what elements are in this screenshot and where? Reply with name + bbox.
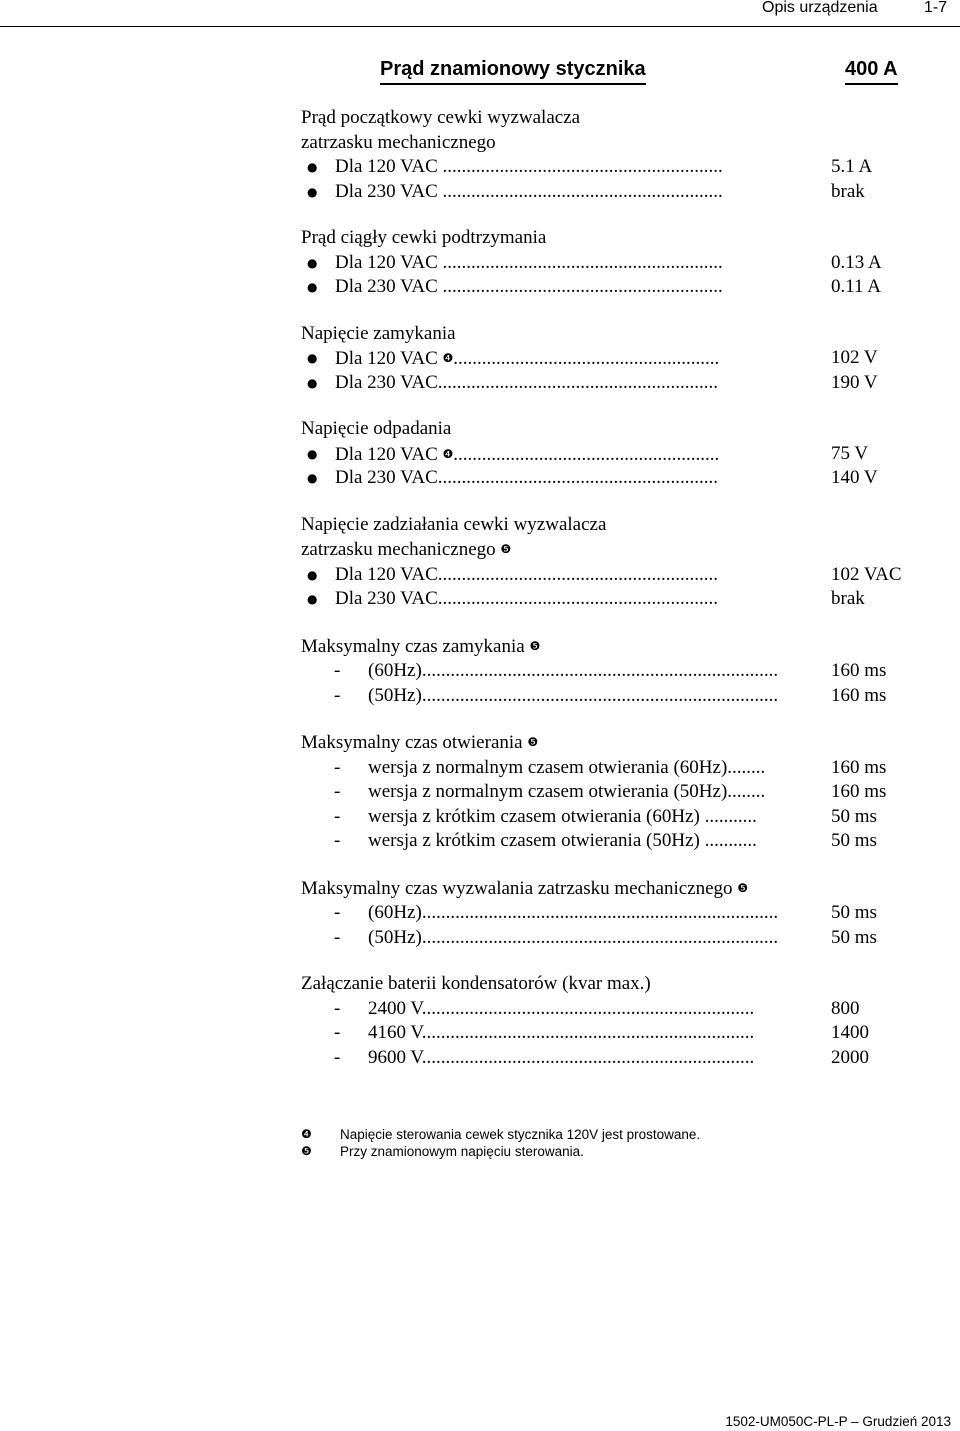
spec-row-label	[368, 829, 815, 854]
spec-row-label-text: 9600 V	[368, 1046, 422, 1068]
spec-row-value: 50 ms	[831, 902, 877, 923]
dash-marker: -	[334, 781, 341, 802]
spec-row-value: 160 ms	[831, 684, 887, 706]
spec-row-label	[368, 997, 815, 1022]
dash-marker: -	[334, 1022, 341, 1043]
footnote-ref-icon: ❺	[737, 880, 749, 895]
dash-marker: -	[334, 756, 341, 778]
dash-marker: -	[334, 902, 341, 923]
spec-row-label-text: Dla 120 VAC	[335, 156, 438, 177]
dot-leader: ........................................................	[453, 348, 720, 369]
spec-row	[301, 466, 941, 491]
dot-leader: ......................................................................	[421, 1046, 755, 1068]
dot-leader: ...........................................................	[437, 588, 719, 609]
spec-group-heading	[301, 106, 941, 131]
dot-leader: ...........................................................	[437, 276, 723, 297]
bullet-icon: ●	[307, 471, 318, 485]
dot-leader: ......................................................................	[421, 1022, 755, 1043]
spec-row	[301, 901, 941, 926]
spec-group	[301, 876, 941, 951]
spec-row-label	[335, 466, 815, 491]
spec-row-label-text: Dla 120 VAC	[335, 443, 438, 465]
spec-row-label-text: Dla 230 VAC	[335, 588, 438, 609]
bullet-icon: ●	[307, 255, 318, 270]
spec-row-label-text: Dla 120 VAC	[335, 563, 438, 585]
spec-group-heading	[301, 537, 941, 563]
spec-row	[301, 684, 941, 709]
spec-row	[301, 442, 941, 467]
heading-text: Maksymalny czas otwierania	[301, 732, 523, 753]
spec-group	[301, 972, 941, 1070]
dot-leader: ......................................................................	[421, 997, 755, 1019]
spec-group-heading	[301, 730, 941, 756]
heading-text: Maksymalny czas wyzwalania zatrzasku mechanicznego	[301, 877, 733, 899]
spec-row-label-text: 4160 V	[368, 1022, 422, 1043]
footnote-mark-4: ❹	[301, 1127, 312, 1141]
spec-group	[301, 417, 941, 491]
spec-row-value: 0.11 A	[831, 276, 881, 297]
spec-row-value: brak	[831, 180, 865, 202]
dash-marker: -	[334, 1046, 341, 1068]
spec-row-label	[335, 371, 815, 396]
heading-text: Załączanie baterii kondensatorów (kvar max.)	[301, 973, 651, 994]
bullet-icon: ●	[307, 446, 318, 461]
dot-leader: ...........................................................	[437, 467, 719, 488]
spec-row-label-text: wersja z normalnym czasem otwierania (50Hz)	[368, 781, 728, 802]
spec-row-label-text: Dla 230 VAC	[335, 180, 438, 202]
spec-row-label-text: 2400 V	[368, 997, 422, 1019]
spec-row	[301, 780, 941, 805]
spec-row-label	[368, 659, 815, 684]
bullet-icon: ●	[307, 280, 318, 294]
dot-leader: ...........................................................	[437, 371, 719, 393]
bullet-icon: ●	[307, 351, 318, 365]
spec-group-heading	[301, 876, 941, 902]
spec-row	[301, 1021, 941, 1046]
spec-row-value: 102 V	[831, 347, 878, 368]
footnote-text: Przy znamionowym napięciu sterowania.	[340, 1144, 584, 1159]
spec-row-value: 160 ms	[831, 781, 887, 802]
spec-content	[301, 106, 941, 1092]
spec-row-value: 75 V	[831, 442, 869, 464]
spec-row	[301, 756, 941, 781]
spec-row-value: 50 ms	[831, 805, 877, 827]
dash-marker: -	[334, 926, 341, 948]
spec-row	[301, 155, 941, 180]
spec-row-value: 160 ms	[831, 660, 887, 681]
dash-marker: -	[334, 684, 341, 706]
spec-row	[301, 371, 941, 396]
spec-row	[301, 180, 941, 205]
spec-row-label	[368, 780, 815, 805]
page-header	[0, 0, 960, 27]
dot-leader: ...........................................................	[437, 156, 723, 177]
bullet-icon: ●	[307, 567, 318, 582]
spec-row-label-text: wersja z krótkim czasem otwierania (60Hz)	[368, 805, 700, 827]
page-footer: 1502-UM050C-PL-P – Grudzień 2013	[725, 1414, 951, 1429]
spec-row-value: 160 ms	[831, 756, 887, 778]
spec-row	[301, 829, 941, 854]
spec-row-value: 5.1 A	[831, 156, 873, 177]
dot-leader: ...........................................................	[437, 180, 723, 202]
dash-marker: -	[334, 805, 341, 827]
heading-text: Prąd początkowy cewki wyzwalacza	[301, 107, 581, 128]
footnote-ref-icon: ❹	[442, 351, 454, 365]
dot-leader: ........	[727, 781, 766, 802]
dash-marker: -	[334, 660, 341, 681]
spec-row-value: brak	[831, 588, 865, 609]
dash-marker: -	[334, 830, 341, 851]
spec-row	[301, 805, 941, 830]
spec-row-label	[335, 563, 815, 588]
spec-row	[301, 926, 941, 951]
spec-group	[301, 322, 941, 396]
heading-text: Maksymalny czas zamykania	[301, 635, 525, 657]
spec-row-label-text: wersja z normalnym czasem otwierania (60Hz)	[368, 756, 728, 778]
spec-row	[301, 563, 941, 588]
spec-row-value: 0.13 A	[831, 251, 882, 273]
spec-row-label	[335, 251, 815, 276]
bullet-icon: ●	[307, 160, 318, 174]
spec-row-value: 140 V	[831, 467, 878, 488]
spec-group-heading	[301, 417, 941, 442]
spec-row	[301, 275, 941, 300]
spec-row-label	[368, 1046, 815, 1071]
footnote-text: Napięcie sterowania cewek stycznika 120V jest prostowane.	[340, 1127, 701, 1142]
spec-row-value: 1400	[831, 1022, 869, 1043]
spec-row-label-text: (60Hz)	[368, 902, 422, 923]
spec-row-label	[368, 756, 815, 781]
heading-text: Prąd ciągły cewki podtrzymania	[301, 227, 547, 248]
spec-row-label-text: Dla 120 VAC	[335, 348, 438, 369]
footnote-ref-icon: ❺	[529, 638, 541, 653]
footnote-mark-5: ❺	[301, 1144, 312, 1158]
spec-row-label-text: Dla 120 VAC	[335, 251, 438, 273]
spec-row-label	[335, 180, 815, 205]
spec-group	[301, 226, 941, 300]
header-section-title: Opis urządzenia	[762, 0, 878, 16]
spec-group	[301, 634, 941, 709]
dot-leader: ...........................................................................	[421, 660, 779, 681]
spec-row-label	[335, 346, 815, 372]
spec-row-value: 50 ms	[831, 830, 877, 851]
spec-row-label-text: Dla 230 VAC	[335, 371, 438, 393]
spec-group-heading	[301, 513, 941, 538]
spec-row-value: 2000	[831, 1046, 869, 1068]
spec-row	[301, 659, 941, 684]
spec-row-value: 50 ms	[831, 926, 877, 948]
spec-row-label	[335, 442, 815, 468]
spec-row-label-text: (50Hz)	[368, 926, 422, 948]
footnote-ref-icon: ❺	[527, 735, 539, 749]
spec-group-heading	[301, 131, 941, 156]
dot-leader: ........................................................	[453, 443, 720, 465]
bullet-icon: ●	[307, 184, 318, 199]
spec-row-value: 190 V	[831, 371, 878, 393]
header-page-number: 1-7	[924, 0, 948, 16]
dot-leader: ...........................................................	[437, 251, 723, 273]
heading-text: Napięcie odpadania	[301, 418, 452, 439]
footnote-ref-icon: ❹	[442, 446, 454, 461]
dot-leader: ...........................................................................	[421, 926, 779, 948]
spec-group	[301, 513, 941, 612]
spec-row-label	[368, 684, 815, 709]
spec-row	[301, 587, 941, 612]
spec-group	[301, 106, 941, 204]
dot-leader: ...........	[699, 805, 757, 827]
spec-row	[301, 1046, 941, 1071]
spec-row-label-text: (50Hz)	[368, 684, 422, 706]
footnote-item	[301, 1126, 941, 1143]
spec-row-value: 800	[831, 997, 860, 1019]
heading-text: Napięcie zamykania	[301, 322, 456, 344]
footnote-item	[301, 1143, 941, 1160]
bullet-icon: ●	[307, 375, 318, 390]
spec-group-heading	[301, 972, 941, 997]
spec-row-value: 102 VAC	[831, 563, 902, 585]
dot-leader: ........	[727, 756, 766, 778]
spec-title-label: Prąd znamionowy stycznika	[380, 56, 646, 85]
spec-row-label	[368, 1021, 815, 1046]
spec-row-label	[368, 805, 815, 830]
dot-leader: ...........................................................................	[421, 902, 779, 923]
footnotes	[301, 1126, 941, 1160]
spec-row-label-text: Dla 230 VAC	[335, 276, 438, 297]
dot-leader: ...........................................................	[437, 563, 719, 585]
spec-row-label	[335, 155, 815, 180]
spec-row-label	[335, 587, 815, 612]
spec-row-label-text: (60Hz)	[368, 660, 422, 681]
spec-group-heading	[301, 322, 941, 347]
spec-row-label-text: wersja z krótkim czasem otwierania (50Hz)	[368, 830, 700, 851]
spec-row	[301, 346, 941, 371]
spec-row-label	[368, 901, 815, 926]
spec-title-value: 400 A	[845, 56, 898, 85]
spec-group-heading	[301, 226, 941, 251]
spec-row-label-text: Dla 230 VAC	[335, 467, 438, 488]
spec-title-row	[380, 56, 899, 86]
bullet-icon: ●	[307, 592, 318, 606]
dash-marker: -	[334, 997, 341, 1019]
spec-group	[301, 730, 941, 854]
spec-row	[301, 997, 941, 1022]
dot-leader: ...........	[699, 830, 757, 851]
spec-row-label	[368, 926, 815, 951]
dot-leader: ...........................................................................	[421, 684, 779, 706]
spec-group-heading	[301, 634, 941, 660]
spec-row	[301, 251, 941, 276]
heading-text: zatrzasku mechanicznego	[301, 539, 496, 560]
heading-text: zatrzasku mechanicznego	[301, 131, 496, 153]
heading-text: Napięcie zadziałania cewki wyzwalacza	[301, 513, 607, 535]
spec-row-label	[335, 275, 815, 300]
footnote-ref-icon: ❺	[500, 542, 512, 556]
